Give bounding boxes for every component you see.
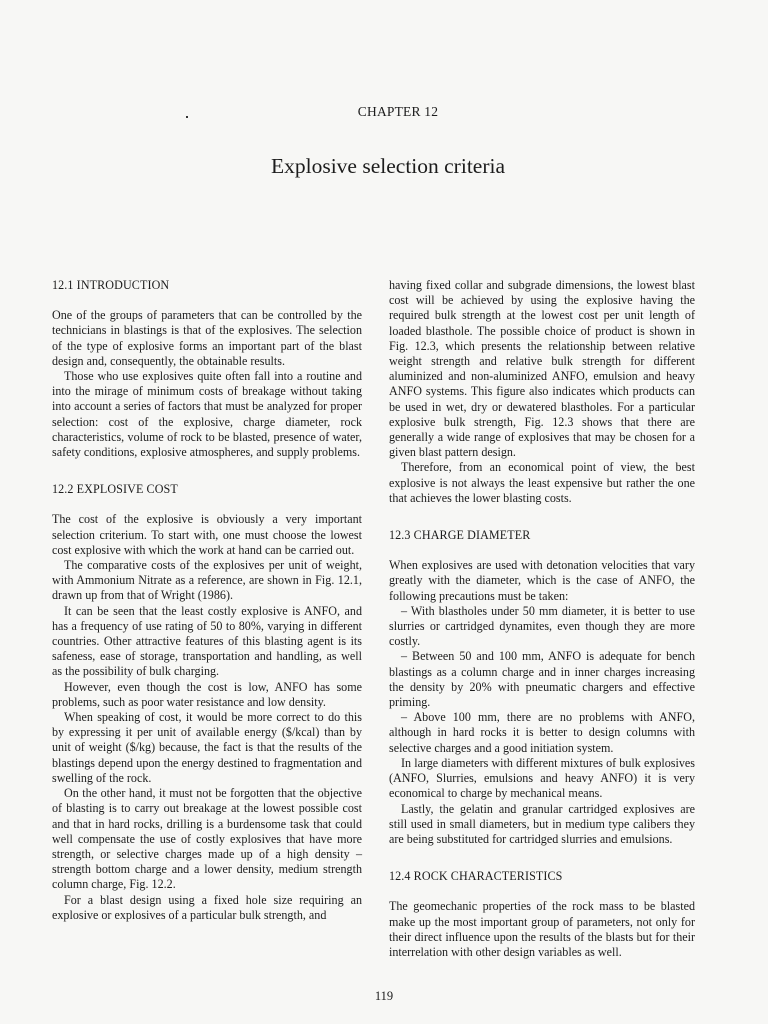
paragraph: having fixed collar and subgrade dimensions, the lowest blast cost will be achieved by using the explosive having the required bulk strength at the lowest cost per unit length of loaded blasthole. The possible choice of product is shown in Fig. 12.3, which presents the relationship between relative weight strength and relative bulk strength for different aluminized and non-aluminized ANFO, emulsion and heavy ANFO systems. This figure also indicates which products can be used in wet, dry or dewatered blastholes. For a particular explosive bulk strength, Fig. 12.3 shows that there are generally a wide range of explosives that may be chosen for a given blast pattern design. [389, 278, 695, 460]
paragraph: – Above 100 mm, there are no problems with ANFO, although in hard rocks it is better to design columns with selective charges and a good initiation system. [389, 710, 695, 755]
chapter-title: Explosive selection criteria [270, 154, 506, 178]
paragraph: On the other hand, it must not be forgotten that the objective of blasting is to carry out breakage at the lowest possible cost and that in hard rocks, drilling is a burdensome task that could well compensate the use of costly explosives that have more strength, or selective charges made up of a high density – strength bottom charge and a lower density, medium strength column charge, Fig. 12.2. [52, 786, 362, 892]
chapter-label: CHAPTER 12 [357, 104, 439, 119]
page-number: 119 [374, 989, 394, 1003]
left-column [52, 278, 362, 923]
paragraph: It can be seen that the least costly explosive is ANFO, and has a frequency of use rating of 50 to 80%, varying in different countries. Other attractive features of this blasting agent is its safeness, ease of storage, transportation and handling, as well as the possibility of bulk charging. [52, 603, 362, 679]
paragraph: However, even though the cost is low, ANFO has some problems, such as poor water resistance and low density. [52, 679, 362, 709]
paragraph: The geomechanic properties of the rock mass to be blasted make up the most important group of parameters, not only for their direct influence upon the results of the blasts but for their interrelation with other design variables as well. [389, 899, 695, 959]
section-heading-charge-diameter: 12.3 CHARGE DIAMETER [389, 528, 531, 543]
paragraph: Therefore, from an economical point of view, the best explosive is not always the least expensive but rather the one that achieves the lower blasting costs. [389, 460, 695, 505]
paragraph: When speaking of cost, it would be more correct to do this by expressing it per unit of available energy ($/kcal) than by unit of weight ($/kg) because, the fact is that the results of the blastings depend upon the energy destined to fragmentation and swelling of the rock. [52, 710, 362, 785]
paragraph: When explosives are used with detonation velocities that vary greatly with the diameter, which is the case of ANFO, the following precautions must be taken: [389, 558, 695, 603]
paragraph: One of the groups of parameters that can be controlled by the technicians in blastings is that of the explosives. The selection of the type of explosive forms an important part of the blast design and, consequently, the obtainable results. [52, 308, 362, 368]
paragraph: In large diameters with different mixtures of bulk explosives (ANFO, Slurries, emulsions and heavy ANFO) it is very economical to charge by mechanical means. [389, 755, 695, 801]
paragraph: For a blast design using a fixed hole size requiring an explosive or explosives of a particular bulk strength, and [52, 892, 362, 922]
section-heading-rock-characteristics: 12.4 ROCK CHARACTERISTICS [389, 869, 563, 884]
paragraph: The comparative costs of the explosives per unit of weight, with Ammonium Nitrate as a reference, are shown in Fig. 12.1, drawn up from that of Wright (1986). [52, 558, 362, 603]
paragraph: – Between 50 and 100 mm, ANFO is adequate for bench blastings as a column charge and in inner charges increasing the density by 20% with pneumatic chargers and effective priming. [389, 649, 695, 710]
paragraph: The cost of the explosive is obviously a very important selection criterium. To start with, one must choose the lowest cost explosive with which the work at hand can be carried out. [52, 512, 362, 557]
paragraph: – With blastholes under 50 mm diameter, it is better to use slurries or cartridged dynamites, even though they are more costly. [389, 603, 695, 649]
right-column [389, 278, 695, 960]
paragraph: Those who use explosives quite often fall into a routine and into the mirage of minimum costs of breakage without taking into account a series of factors that must be analyzed for proper selection: cost of the explosive, charge diameter, rock characteristics, volume of rock to be blasted, presence of water, safety conditions, explosive atmospheres, and supply problems. [52, 369, 362, 460]
section-heading-explosive-cost: 12.2 EXPLOSIVE COST [52, 482, 178, 497]
section-heading-introduction: 12.1 INTRODUCTION [52, 278, 170, 292]
paragraph: Lastly, the gelatin and granular cartridged explosives are still used in small diameters, but in medium type calibers they are being substituted for cartridged slurries and emulsions. [389, 801, 695, 846]
